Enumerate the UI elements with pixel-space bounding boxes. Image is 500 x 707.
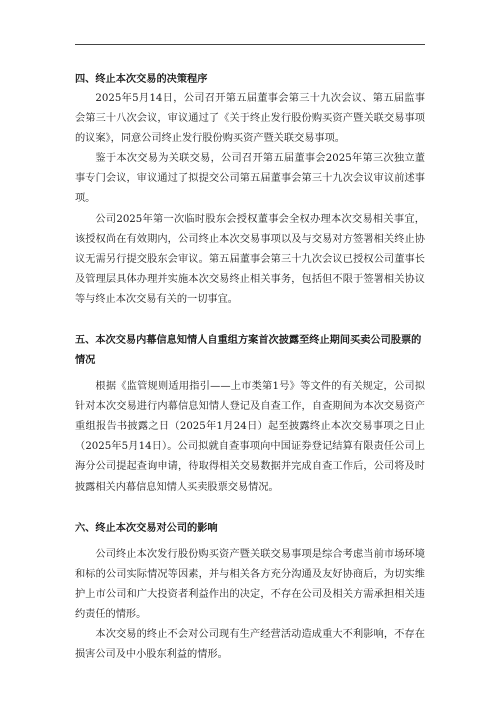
paragraph: 本次交易的终止不会对公司现有生产经营活动造成重大不利影响，不存在损害公司及中小股东利益的情形。 bbox=[75, 628, 425, 661]
paragraph: 2025年5月14日，公司召开第五届董事会第三十九次会议、第五届监事会第三十八次会议，审议通过了《关于终止发行股份购买资产暨关联交易事项的议案》，同意公司终止发行股份购买资产暨关联交易事项。 bbox=[75, 93, 425, 145]
section-heading-impact: 六、终止本次交易对公司的影响 bbox=[75, 521, 218, 534]
paragraph: 鉴于本次交易为关联交易，公司召开第五届董事会2025年第三次独立董事专门会议，审议通过了拟提交公司第五届董事会第三十九次会议审议前述事项。 bbox=[75, 153, 425, 205]
document-body bbox=[75, 62, 425, 665]
section-heading-insider-trading: 五、本次交易内幕信息知情人自重组方案首次披露至终止期间买卖公司股票的情况 bbox=[75, 334, 422, 367]
section-heading-termination-procedure: 四、终止本次交易的决策程序 bbox=[75, 73, 208, 85]
header-rule bbox=[75, 44, 425, 45]
paragraph: 公司终止本次发行股份购买资产暨关联交易事项是综合考虑当前市场环境和标的公司实际情况等因素，并与相关各方充分沟通及友好协商后，为切实维护上市公司和广大投资者利益作出的决定，不存在公司及相关方需承担相关违约责任的情形。 bbox=[75, 548, 425, 620]
paragraph: 根据《监管规则适用指引——上市类第1号》等文件的有关规定，公司拟针对本次交易进行内幕信息知情人登记及自查工作，自查期间为本次交易资产重组报告书披露之日（2025年1月24日）起至披露终止本次交易事项之日止（2025年5月14日）。公司拟就自查事项向中国证券登记结算有限责任公司上海分公司提起查询申请，待取得相关交易数据并完成自查工作后，公司将及时披露相关内幕信息知情人买卖股票交易情况。 bbox=[75, 381, 425, 493]
paragraph: 公司2025年第一次临时股东会授权董事会全权办理本次交易相关事宜，该授权尚在有效期内，公司终止本次交易事项以及与交易对方签署相关终止协议无需另行提交股东会审议。第五届董事会第三十九次会议已授权公司董事长及管理层具体办理并实施本次交易终止相关事务，包括但不限于签署相关协议等与终止本次交易有关的一切事宜。 bbox=[75, 213, 425, 305]
